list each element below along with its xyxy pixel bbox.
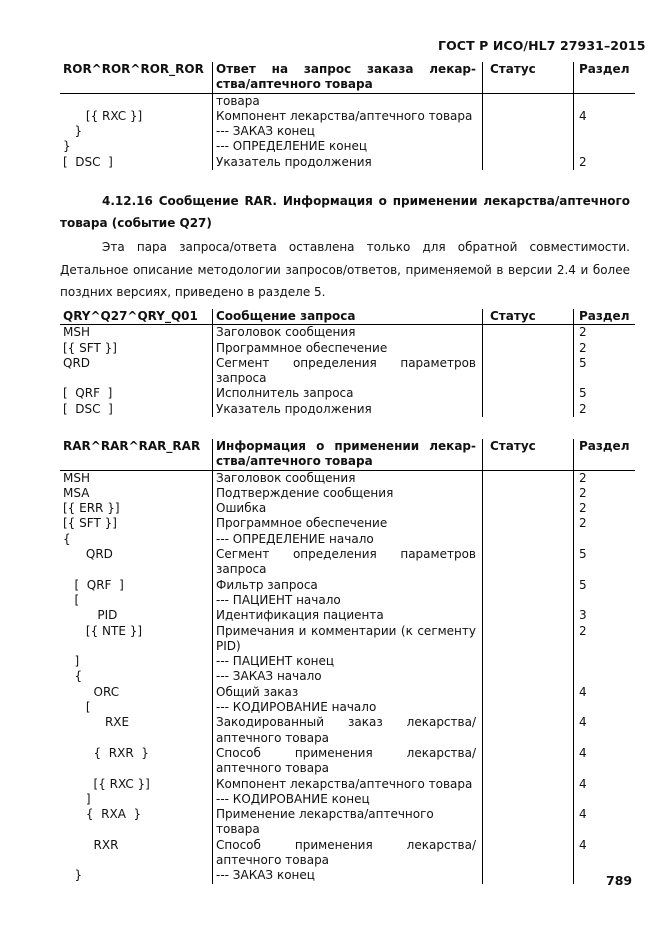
header-section: Раздел xyxy=(573,309,635,324)
segment-cell: QRD xyxy=(63,355,91,370)
segment-cell: } xyxy=(63,868,83,883)
segment-cell: MSH xyxy=(63,470,90,485)
table-row xyxy=(60,593,635,608)
table-body xyxy=(60,325,635,417)
description-cell: --- ОПРЕДЕЛЕНИЕ конец xyxy=(212,139,482,154)
section-cell: 2 xyxy=(573,155,635,170)
status-cell xyxy=(482,685,573,700)
table-row xyxy=(60,838,635,869)
description-cell: --- ПАЦИЕНТ конец xyxy=(212,654,482,669)
table-row xyxy=(60,578,635,593)
status-cell xyxy=(482,386,573,401)
segment-cell: ] xyxy=(63,654,80,669)
description-cell: Способ применения лекарства/аптечного товара xyxy=(212,746,482,777)
table-row xyxy=(60,341,635,356)
segment-cell: ORC xyxy=(63,684,120,699)
description-cell: Подтверждение сообщения xyxy=(212,486,482,501)
section-cell xyxy=(573,532,635,547)
header-description: Сообщение запроса xyxy=(212,309,482,324)
segment-cell: MSA xyxy=(63,485,90,500)
description-cell: --- ЗАКАЗ конец xyxy=(212,124,482,139)
table-row xyxy=(60,109,635,124)
segment-cell: { RXA } xyxy=(63,807,142,822)
section-cell: 2 xyxy=(573,471,635,486)
header-status: Статус xyxy=(482,439,573,470)
segment-cell: [{ SFT }] xyxy=(63,340,117,355)
table-row xyxy=(60,654,635,669)
segment-cell: RXR xyxy=(63,837,119,852)
status-cell xyxy=(482,94,573,109)
segment-cell: [ xyxy=(63,700,91,715)
description-cell: --- ЗАКАЗ начало xyxy=(212,669,482,684)
status-cell xyxy=(482,124,573,139)
status-cell xyxy=(482,155,573,170)
segment-cell: } xyxy=(63,124,83,139)
status-cell xyxy=(482,532,573,547)
description-cell: Способ применения лекарства/аптечного товара xyxy=(212,838,482,869)
description-cell: --- КОДИРОВАНИЕ начало xyxy=(212,700,482,715)
header-message-name: RAR^RAR^RAR_RAR xyxy=(63,439,201,453)
section-cell: 2 xyxy=(573,501,635,516)
status-cell xyxy=(482,593,573,608)
section-cell: 5 xyxy=(573,356,635,387)
status-cell xyxy=(482,868,573,883)
table-header-row xyxy=(60,439,635,471)
status-cell xyxy=(482,547,573,578)
status-cell xyxy=(482,139,573,154)
table-row xyxy=(60,94,635,109)
table-row xyxy=(60,792,635,807)
description-cell: Компонент лекарства/аптечного товара xyxy=(212,777,482,792)
document-header: ГОСТ Р ИСО/HL7 27931–2015 xyxy=(438,38,646,53)
section-cell: 2 xyxy=(573,486,635,501)
section-cell xyxy=(573,593,635,608)
status-cell xyxy=(482,838,573,869)
table-row xyxy=(60,124,635,139)
table-row xyxy=(60,669,635,684)
description-cell: Общий заказ xyxy=(212,685,482,700)
segment-cell: [ DSC ] xyxy=(63,154,113,169)
status-cell xyxy=(482,700,573,715)
table-row xyxy=(60,356,635,387)
status-cell xyxy=(482,402,573,417)
description-cell: Исполнитель запроса xyxy=(212,386,482,401)
header-description: Информация о применении лекар- ства/аптечного товара xyxy=(212,439,482,470)
section-cell: 2 xyxy=(573,341,635,356)
segment-cell: { xyxy=(63,531,71,546)
segment-cell: { xyxy=(63,669,83,684)
body-paragraph-text: Эта пара запроса/ответа оставлена только для обратной совместимости. Детальное описание методологии запросов/ответов, применяемой в версии 2.4 и более поздних версиях, приведено в разделе 5. xyxy=(60,240,630,299)
description-cell: Ошибка xyxy=(212,501,482,516)
table-rar xyxy=(60,439,635,884)
header-status: Статус xyxy=(482,62,573,93)
table-header-row xyxy=(60,62,635,94)
status-cell xyxy=(482,578,573,593)
status-cell xyxy=(482,777,573,792)
segment-cell: [ DSC ] xyxy=(63,401,113,416)
table-row xyxy=(60,155,635,170)
status-cell xyxy=(482,341,573,356)
header-message-name: QRY^Q27^QRY_Q01 xyxy=(63,309,198,323)
section-cell xyxy=(573,124,635,139)
section-cell: 5 xyxy=(573,386,635,401)
segment-cell: RXE xyxy=(63,715,130,730)
segment-cell: [{ SFT }] xyxy=(63,516,117,531)
segment-cell: [ QRF ] xyxy=(63,386,113,401)
segment-cell: PID xyxy=(63,608,118,623)
table-row xyxy=(60,608,635,623)
section-cell xyxy=(573,700,635,715)
status-cell xyxy=(482,624,573,655)
description-cell: Закодированный заказ лекарства/аптечного товара xyxy=(212,715,482,746)
header-message-name: ROR^ROR^ROR_ROR xyxy=(63,62,204,76)
table-row xyxy=(60,471,635,486)
table-row xyxy=(60,685,635,700)
segment-cell: [{ RXC }] xyxy=(63,108,143,123)
segment-cell: } xyxy=(63,139,71,154)
status-cell xyxy=(482,669,573,684)
table-row xyxy=(60,325,635,340)
section-cell: 2 xyxy=(573,624,635,655)
status-cell xyxy=(482,486,573,501)
table-row xyxy=(60,386,635,401)
description-cell: Заголовок сообщения xyxy=(212,471,482,486)
header-description: Ответ на запрос заказа лекар- ства/аптечного товара xyxy=(212,62,482,93)
section-cell: 3 xyxy=(573,608,635,623)
segment-cell: [ QRF ] xyxy=(63,577,124,592)
section-cell: 2 xyxy=(573,325,635,340)
description-cell: Примечания и комментарии (к сегменту PID) xyxy=(212,624,482,655)
table-row xyxy=(60,715,635,746)
section-cell: 4 xyxy=(573,807,635,838)
section-heading-text: 4.12.16 Сообщение RAR. Информация о применении лекарства/аптечного товара (событие Q27) xyxy=(60,194,630,230)
table-body xyxy=(60,94,635,170)
status-cell xyxy=(482,356,573,387)
table-ror xyxy=(60,62,635,170)
section-cell: 4 xyxy=(573,685,635,700)
table-row xyxy=(60,746,635,777)
section-cell: 4 xyxy=(573,715,635,746)
table-row xyxy=(60,486,635,501)
description-cell: Фильтр запроса xyxy=(212,578,482,593)
table-row xyxy=(60,807,635,838)
table-header-row xyxy=(60,309,635,325)
status-cell xyxy=(482,471,573,486)
table-body xyxy=(60,471,635,884)
segment-cell: [ xyxy=(63,592,80,607)
table-row xyxy=(60,532,635,547)
table-row xyxy=(60,700,635,715)
description-cell: Сегмент определения параметров запроса xyxy=(212,547,482,578)
table-row xyxy=(60,777,635,792)
status-cell xyxy=(482,109,573,124)
section-cell: 4 xyxy=(573,838,635,869)
body-paragraph xyxy=(60,236,630,304)
section-cell: 2 xyxy=(573,516,635,531)
segment-cell: QRD xyxy=(63,547,113,562)
header-section: Раздел xyxy=(573,62,635,93)
section-heading xyxy=(60,190,630,234)
description-cell: --- КОДИРОВАНИЕ конец xyxy=(212,792,482,807)
page-number: 789 xyxy=(606,873,633,888)
section-cell: 5 xyxy=(573,578,635,593)
segment-cell: [{ RXC }] xyxy=(63,776,150,791)
segment-cell: [{ ERR }] xyxy=(63,501,120,516)
description-cell: Указатель продолжения xyxy=(212,155,482,170)
table-row xyxy=(60,547,635,578)
table-row xyxy=(60,868,635,883)
status-cell xyxy=(482,325,573,340)
section-cell xyxy=(573,669,635,684)
section-cell: 5 xyxy=(573,547,635,578)
status-cell xyxy=(482,807,573,838)
description-cell: Компонент лекарства/аптечного товара xyxy=(212,109,482,124)
segment-cell: { RXR } xyxy=(63,745,149,760)
description-cell: Сегмент определения параметров запроса xyxy=(212,356,482,387)
segment-cell: ] xyxy=(63,791,91,806)
table-row xyxy=(60,516,635,531)
segment-cell xyxy=(60,94,212,109)
description-cell: --- ПАЦИЕНТ начало xyxy=(212,593,482,608)
section-cell: 4 xyxy=(573,109,635,124)
description-cell: --- ЗАКАЗ конец xyxy=(212,868,482,883)
status-cell xyxy=(482,516,573,531)
section-cell xyxy=(573,792,635,807)
description-cell: Программное обеспечение xyxy=(212,516,482,531)
header-section: Раздел xyxy=(573,439,635,470)
table-qry xyxy=(60,309,635,417)
table-row xyxy=(60,501,635,516)
description-cell: Заголовок сообщения xyxy=(212,325,482,340)
table-row xyxy=(60,139,635,154)
description-cell: Идентификация пациента xyxy=(212,608,482,623)
header-status: Статус xyxy=(482,309,573,324)
section-cell xyxy=(573,654,635,669)
description-cell: --- ОПРЕДЕЛЕНИЕ начало xyxy=(212,532,482,547)
status-cell xyxy=(482,715,573,746)
status-cell xyxy=(482,654,573,669)
status-cell xyxy=(482,792,573,807)
section-cell xyxy=(573,94,635,109)
description-cell: Указатель продолжения xyxy=(212,402,482,417)
section-cell xyxy=(573,139,635,154)
section-cell: 4 xyxy=(573,777,635,792)
status-cell xyxy=(482,501,573,516)
description-cell: Применение лекарства/аптечного товара xyxy=(212,807,482,838)
status-cell xyxy=(482,746,573,777)
section-cell: 2 xyxy=(573,402,635,417)
table-row xyxy=(60,624,635,655)
segment-cell: MSH xyxy=(63,325,90,340)
description-cell: товара xyxy=(212,94,482,109)
description-cell: Программное обеспечение xyxy=(212,341,482,356)
status-cell xyxy=(482,608,573,623)
section-cell: 4 xyxy=(573,746,635,777)
segment-cell: [{ NTE }] xyxy=(63,623,143,638)
table-row xyxy=(60,402,635,417)
